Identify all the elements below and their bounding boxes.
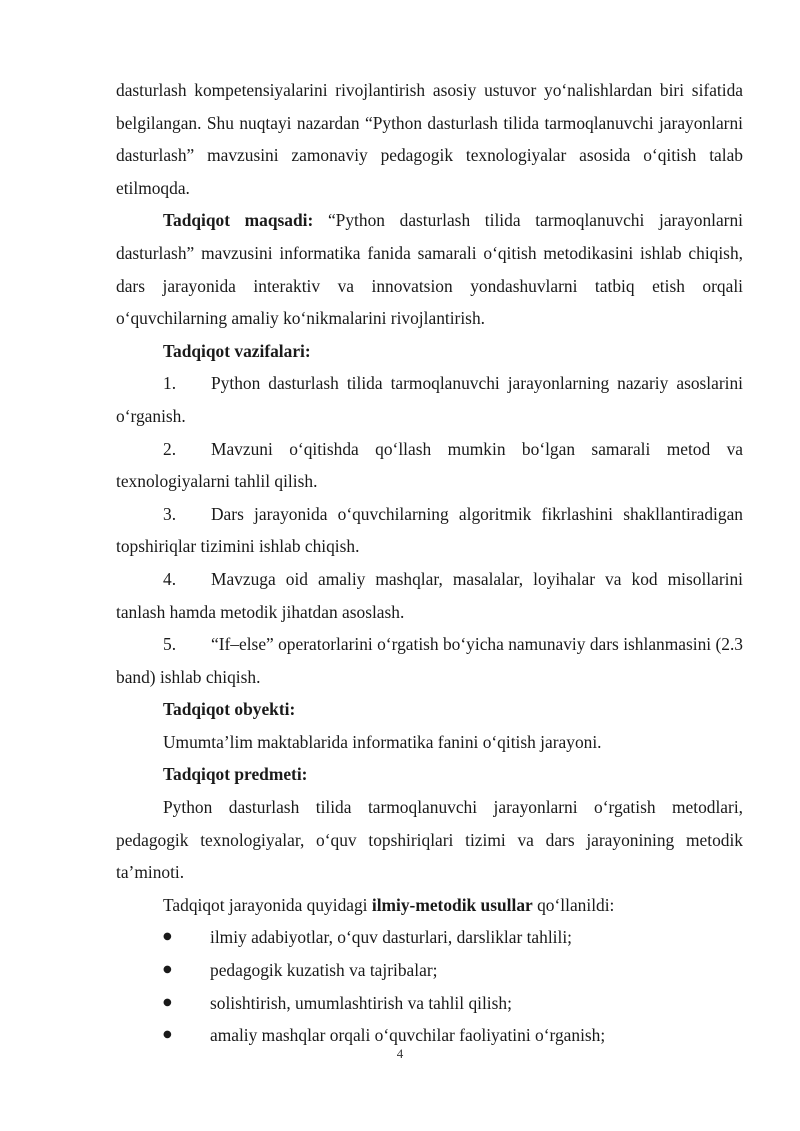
task-number: 1.	[163, 373, 177, 394]
task-text-rest: asoslarini o‘rganish.	[116, 373, 743, 426]
bullet-icon: ●	[163, 1029, 172, 1041]
task-text	[116, 439, 743, 492]
task-text	[116, 569, 743, 622]
task-text-first: Python dasturlash tilida tarmoqlanuvchi jarayonlarning nazariy	[211, 373, 669, 394]
tasks-heading: Tadqiqot vazifalari:	[163, 340, 311, 361]
task-text	[116, 504, 743, 557]
method-text: solishtirish, umumlashtirish va tahlil qilish;	[210, 992, 512, 1013]
page-number: 4	[396, 1046, 404, 1061]
object-heading: Tadqiqot obyekti:	[163, 699, 296, 720]
task-item	[116, 563, 743, 628]
task-text-rest: texnologiyalarni tahlil qilish.	[116, 471, 318, 492]
methods-intro-end: qo‘llanildi:	[532, 894, 615, 915]
bullet-icon: ●	[163, 931, 172, 943]
method-text: pedagogik kuzatish va tajribalar;	[210, 960, 438, 981]
task-text-rest: ishlanmasini (2.3 band) ishlab chiqish.	[116, 634, 743, 687]
task-text-rest: tanlash hamda metodik jihatdan asoslash.	[116, 601, 405, 622]
methods-intro-bold: ilmiy-metodik usullar	[371, 894, 533, 915]
task-text-first: Mavzuga oid amaliy mashqlar, masalalar, loyihalar va kod misollarini	[211, 568, 743, 589]
task-text-rest: shakllantiradigan topshiriqlar tizimini ishlab chiqish.	[116, 503, 743, 557]
bullet-icon: ●	[163, 996, 172, 1008]
object-text: Umumta’lim maktablarida informatika fanini o‘qitish jarayoni.	[163, 731, 602, 752]
task-text-first: Mavzuni o‘qitishda qo‘llash mumkin bo‘lgan samarali metod va	[211, 438, 743, 459]
task-number: 3.	[163, 503, 177, 524]
task-number: 4.	[163, 568, 177, 589]
methods-intro-start: Tadqiqot jarayonida quyidagi	[163, 894, 372, 915]
task-text	[116, 634, 743, 687]
method-list-item	[116, 987, 743, 1020]
method-text: ilmiy adabiyotlar, o‘quv dasturlari, darsliklar tahlili;	[210, 927, 573, 948]
task-item	[116, 498, 743, 563]
task-text-first: “If–else” operatorlarini o‘rgatish bo‘yicha namunaviy dars	[211, 634, 619, 655]
goal-label: Tadqiqot maqsadi:	[163, 210, 314, 231]
task-text-first: Dars jarayonida o‘quvchilarning algoritmik fikrlashini	[211, 503, 614, 524]
method-list-item	[116, 954, 743, 987]
page-body	[116, 74, 743, 1052]
task-item	[116, 628, 743, 693]
task-number: 5.	[163, 634, 177, 655]
subject-heading: Tadqiqot predmeti:	[163, 764, 308, 785]
subject-text: Python dasturlash tilida tarmoqlanuvchi jarayonlarni o‘rgatish metodlari, pedagogik texnologiyalar, o‘quv topshiriqlari tizimi va dars jarayonining metodik ta’minoti.	[116, 797, 743, 883]
task-number: 2.	[163, 438, 177, 459]
method-text: amaliy mashqlar orqali o‘quvchilar faoliyatini o‘rganish;	[210, 1025, 606, 1046]
method-list-item	[116, 921, 743, 954]
task-item	[116, 367, 743, 432]
goal-text: “Python dasturlash tilida tarmoqlanuvchi jarayonlarni dasturlash” mavzusini informatika fanida samarali o‘qitish metodikasini ishlab chiqish, dars jarayonida interaktiv va innovatsion yondashuvlarni tatbiq etish orqali o‘quvchilarning amaliy ko‘nikmalarini rivojlantirish.	[116, 210, 744, 329]
task-item	[116, 433, 743, 498]
methods-intro	[116, 889, 743, 922]
bullet-icon: ●	[163, 964, 172, 976]
goal-paragraph	[116, 204, 743, 334]
intro-paragraph: dasturlash kompetensiyalarini rivojlantirish asosiy ustuvor yo‘nalishlardan biri sifatida belgilangan. Shu nuqtayi nazardan “Python dasturlash tilida tarmoqlanuvchi jarayonlarni dasturlash” mavzusini zamonaviy pedagogik texnologiyalar asosida o‘qitish talab etilmoqda.	[116, 80, 743, 198]
